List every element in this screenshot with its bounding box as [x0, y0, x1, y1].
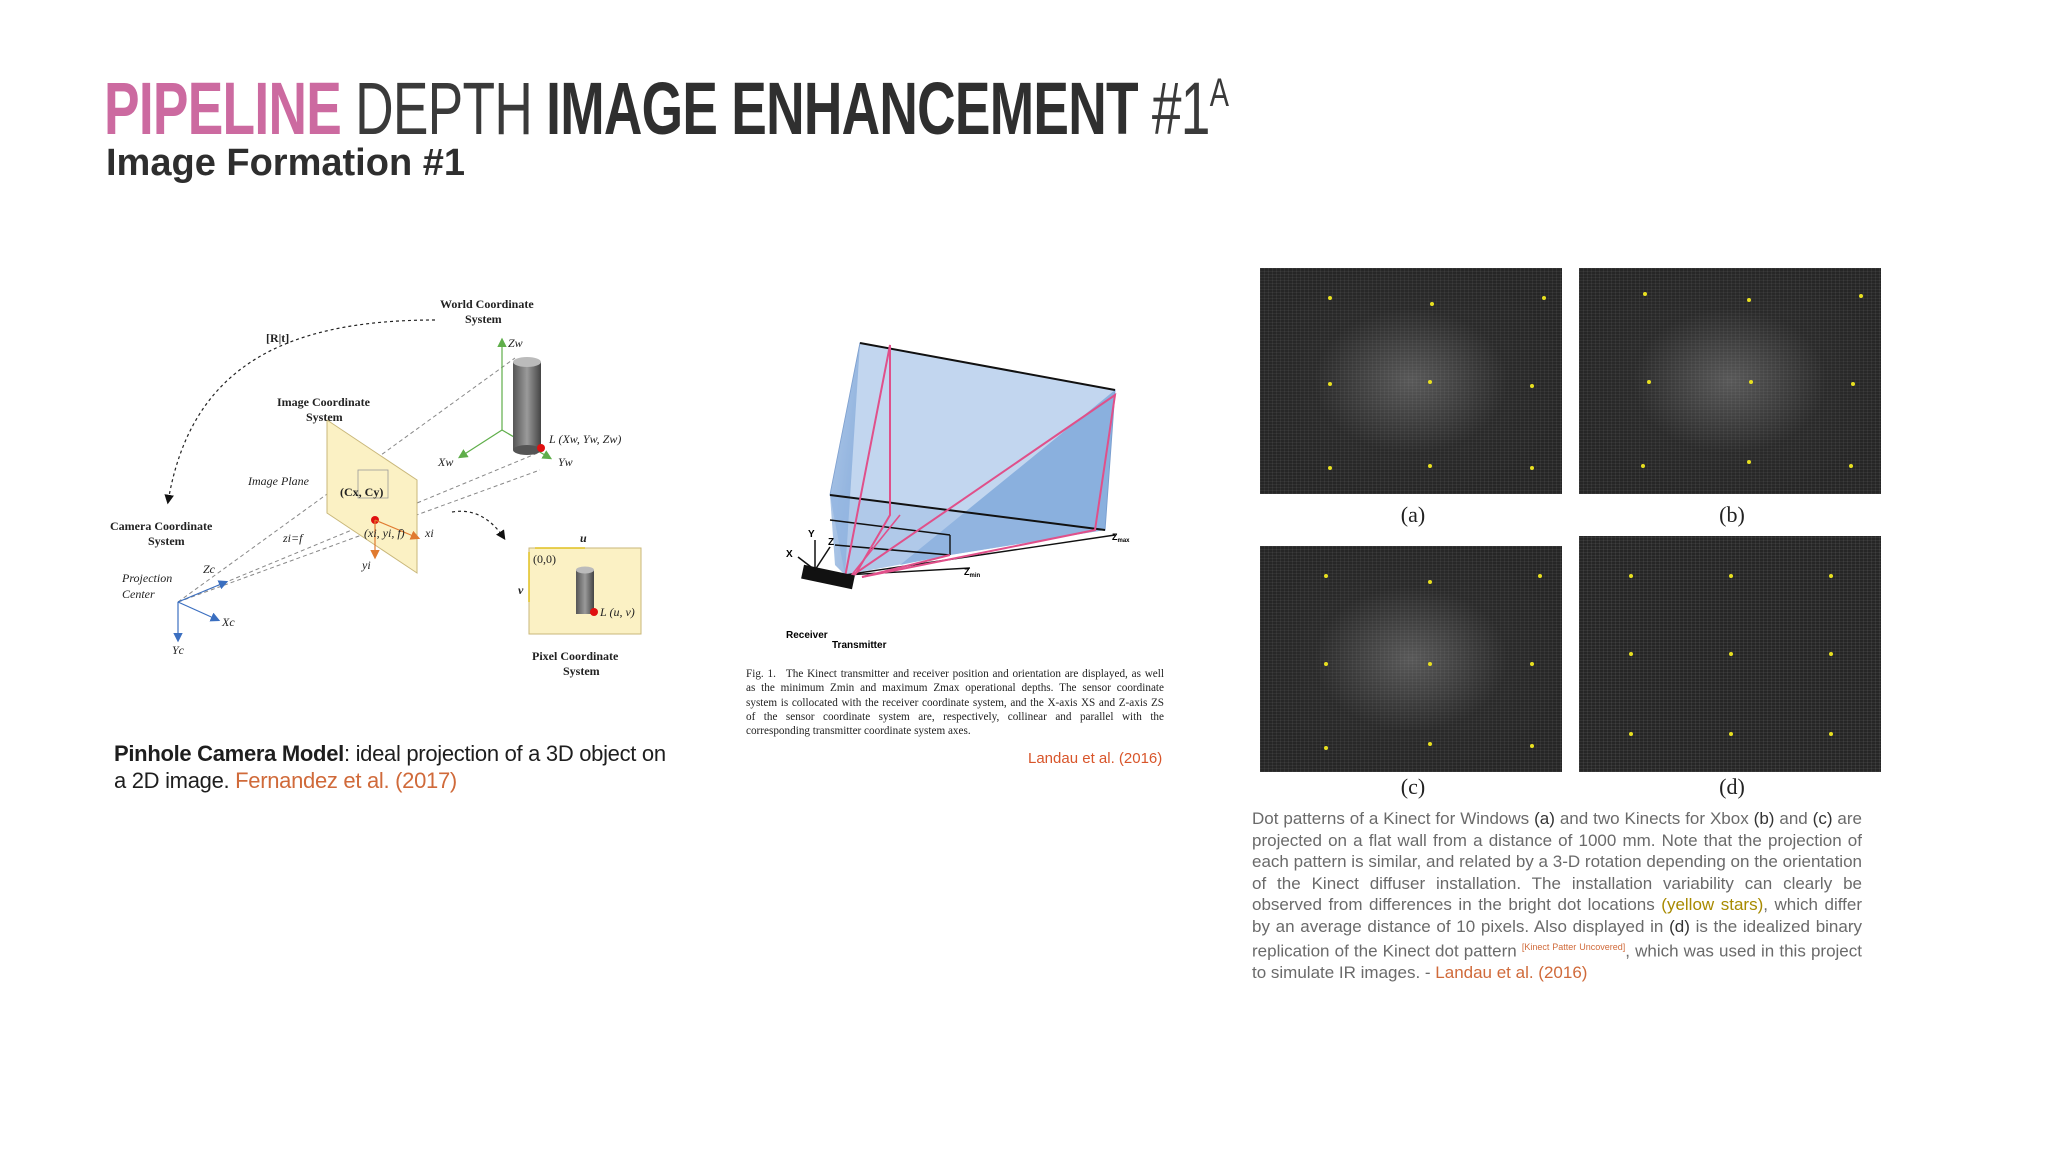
- label-projection-1: Projection: [122, 571, 173, 585]
- label-v: v: [518, 583, 524, 597]
- pinhole-caption: [114, 740, 674, 794]
- page-subtitle: Image Formation #1: [106, 142, 465, 184]
- label-yi: yi: [362, 558, 371, 572]
- label-origin: (0,0): [533, 552, 556, 566]
- label-u: u: [580, 531, 587, 545]
- kinect-pattern-ref[interactable]: [Kinect Patter Uncovered]: [1521, 942, 1626, 952]
- kinect-frustum-diagram: [770, 325, 1150, 655]
- label-zif: zi=f: [283, 531, 303, 545]
- label-projection-2: Center: [122, 587, 155, 601]
- dot-pattern-ref[interactable]: Landau et al. (2016): [1435, 963, 1588, 983]
- label-zc: Zc: [203, 562, 215, 576]
- dot-pattern-image-b: [1579, 268, 1881, 494]
- label-luv: L (u, v): [600, 605, 635, 619]
- label-image-plane: Image Plane: [248, 474, 309, 488]
- label-xw: Xw: [438, 455, 454, 469]
- label-camera-coord-2: System: [148, 534, 185, 548]
- world-object-cylinder: [513, 362, 541, 450]
- figure-caption-text: The Kinect transmitter and receiver position and orientation are displayed, as well as the minimum Zmin and maximum Zmax operational depths. The sensor coordinate system is collocated with the receiver coordinate system, and the X-axis XS and Z-axis ZS of the sensor coordinate system are, respectively, collinear and parallel with the corresponding transmitter coordinate system axes.: [746, 668, 1164, 738]
- label-image-coord-1: Image Coordinate: [277, 395, 370, 409]
- label-world-coord-1: World Coordinate: [440, 297, 534, 311]
- pinhole-camera-diagram: [100, 280, 660, 680]
- label-rt: [R|t]: [266, 331, 290, 345]
- title-word-pipeline: PIPELINE: [104, 67, 342, 150]
- pinhole-caption-bold: Pinhole Camera Model: [114, 741, 344, 766]
- kinect-figure-caption: [746, 667, 1164, 738]
- yellow-stars-text: (yellow stars): [1661, 895, 1764, 914]
- label-image-a: (a): [1400, 502, 1426, 527]
- label-image-coord-2: System: [306, 410, 343, 424]
- title-word-depth: DEPTH: [355, 67, 533, 150]
- pinhole-caption-text: : ideal projection of a 3D object on a 2D image.: [114, 741, 666, 793]
- label-zw: Zw: [508, 336, 523, 350]
- label-yw: Yw: [558, 455, 573, 469]
- label-zs: Z: [828, 537, 835, 548]
- title-word-number: #1: [1151, 67, 1210, 150]
- label-zmax: $Z_{max}$: [1112, 532, 1130, 544]
- label-ys: Y: [808, 529, 815, 540]
- label-transmitter: Transmitter: [832, 640, 887, 651]
- label-xs: X: [786, 549, 793, 560]
- label-zmin: $Z_{min}$: [964, 567, 981, 579]
- dot-pattern-caption: Dot patterns of a Kinect for Windows (a) and two Kinects for Xbox (b) and (c) are projected on a flat wall from a distance of 1000 mm. Note that the projection of each pattern is similar, and related by a 3-D rotation depending on the orientation of the Kinect diffuser installation. The installation variability can clearly be observed from differences in the bright dot locations (yellow stars), which differ by an average distance of 10 pixels. Also displayed in (d) is the idealized binary replication of the Kinect dot pattern [Kinect Patter Uncovered], which was used in this project to simulate IR images. - Landau et al. (2016): [1252, 809, 1863, 983]
- label-cxcy: (Cx, Cy): [340, 485, 384, 499]
- label-image-c: (c): [1400, 774, 1426, 799]
- label-xi: xi: [425, 526, 434, 540]
- dot-pattern-image-c: [1260, 546, 1562, 772]
- label-receiver: Receiver: [786, 630, 828, 641]
- figure-number: Fig. 1.: [746, 668, 776, 680]
- label-camera-coord-1: Camera Coordinate: [110, 519, 213, 533]
- pinhole-caption-ref[interactable]: Fernandez et al. (2017): [235, 768, 457, 793]
- label-xc: Xc: [222, 615, 235, 629]
- label-pixel-coord-2: System: [563, 664, 600, 678]
- label-image-d: (d): [1719, 774, 1745, 799]
- page-title: [104, 48, 1228, 154]
- label-image-b: (b): [1719, 502, 1745, 527]
- label-pixel-coord-1: Pixel Coordinate: [532, 649, 619, 663]
- label-l-world: L (Xw, Yw, Zw): [549, 432, 622, 446]
- kinect-figure-ref[interactable]: Landau et al. (2016): [1028, 750, 1163, 767]
- dot-pattern-image-a: [1260, 268, 1562, 494]
- title-superscript: A: [1209, 71, 1229, 115]
- label-xiyif: (xi, yi, f): [364, 526, 405, 540]
- title-word-image-enhancement: IMAGE ENHANCEMENT: [546, 67, 1138, 150]
- label-yc: Yc: [172, 643, 184, 657]
- dot-pattern-image-d: [1579, 536, 1881, 772]
- label-world-coord-2: System: [465, 312, 502, 326]
